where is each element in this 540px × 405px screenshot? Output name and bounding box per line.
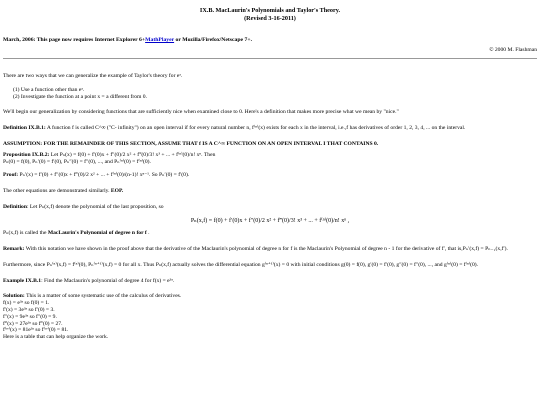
solution-label: Solution: xyxy=(3,293,25,300)
page-title: IX.B. MacLaurin's Polynomials and Taylor's Theory. xyxy=(199,7,341,14)
proposition-text: Let Pₙ(x) = f(0) + f′(0)x + f″(0)/2 x² + f‴(0)/3! x³ + ... + f⁽ⁿ⁾(0)/n! xⁿ. Then xyxy=(49,151,216,158)
definition-text: A function f is called C^∞ ("C- infinity") on an open interval if for every natural number n, f⁽ⁿ⁾(x) exists for each x in the interval, i.e.,f has derivatives of order 1, 2, 3, 4, ... on the interval. xyxy=(45,125,466,132)
called-prefix: Pₙ(x,f) is called the xyxy=(3,230,48,237)
definition-2 xyxy=(3,204,537,211)
definition2-label: Definition xyxy=(3,204,27,211)
proposition xyxy=(3,152,537,159)
mathplayer-link[interactable]: MathPlayer xyxy=(145,37,175,44)
list-item: (2) Investigate the function at a point x = a different from 0. xyxy=(13,93,147,100)
assumption: ASSUMPTION: FOR THE REMAINDER OF THIS SECTION, ASSUME THAT f IS A C^∞ FUNCTION ON AN OPEN INTERVAL I THAT CONTAINS 0. xyxy=(3,140,379,147)
proposition-label: Proposition IX.B.2: xyxy=(3,151,50,158)
browser-notice xyxy=(3,37,537,44)
remark-label: Remark: xyxy=(3,245,25,252)
remark xyxy=(3,246,537,253)
copyright: © 2000 M. Flashman xyxy=(489,47,537,54)
eop-label: EOP. xyxy=(110,188,124,195)
furthermore-text: Furthermore, since Pₙ⁽ⁿ⁾(x,f) = f⁽ⁿ⁾(0), Pₙ⁽ⁿ⁺¹⁾(x,f) = 0 for all x. Thus Pₙ(x,f) actually solves the differential equation g⁽ⁿ⁺¹⁾(x) = 0 with initial conditions g(0) = f(0), g′(0) = f′(0), g″(0) = f″(0), ..., and g⁽ⁿ⁾(0) = f⁽ⁿ⁾(0). xyxy=(3,261,479,268)
definition-label: Definition IX.B.1: xyxy=(3,125,46,132)
called-suffix: . xyxy=(146,230,150,237)
derivative-step: f(x) = e³ˣ so f(0) = 1. xyxy=(3,300,50,307)
begin-text: We'll begin our generalization by considering functions that are sufficiently nice when examined close to 0. Here's a definition that makes more precise what we mean by "nice." xyxy=(3,109,399,116)
proof-text: Pₙ′(x) = f′(0) + f″(0)x + f‴(0)/2 x² + ... + f⁽ⁿ⁾(0)/(n-1)! xⁿ⁻¹. So Pₙ′(0) = f′(0). xyxy=(18,172,190,179)
derivative-step: f″(x) = 9e³ˣ so f″(0) = 9. xyxy=(3,313,57,320)
intro-text: There are two ways that we can generalize the example of Taylor's theory for eˣ. xyxy=(3,72,183,79)
proof-label: Proof: xyxy=(3,172,19,179)
page-header xyxy=(3,0,537,23)
other-text: The other equations are demonstrated similarly. xyxy=(3,188,111,195)
revision-date: (Revised 3-16-2011) xyxy=(244,15,296,23)
notice-suffix: or Mozilla/Firefox/Netscape 7+. xyxy=(174,37,252,44)
remark-text: With this notation we have shown in the proof above that the derivative of the Maclaurin's polynomial of degree n for f is the Maclaurin's Polynomial of degree n - 1 for the derivative of f′, that is,Pₙ′(x,f) = Pₙ₋₁(x,f′). xyxy=(24,245,508,252)
definition-1 xyxy=(3,125,537,132)
maclaurin-equation: Pₙ(x,f) = f(0) + f′(0)x + f″(0)/2 x² + f‴(0)/3! x³ + ... + f⁽ⁿ⁾(0)/n! xⁿ , xyxy=(190,217,350,224)
solution-text: This is a matter of some systematic use of the calculus of derivatives. xyxy=(24,293,182,300)
notice-prefix: March, 2006: This page now requires Internet Explorer 6+ xyxy=(3,37,146,44)
derivative-step: f⁽ᶦᵛ⁾(x) = 81e³ˣ so f⁽ᶦᵛ⁾(0) = 81. xyxy=(3,327,69,334)
called-bold: MacLaurin's Polynomial of degree n for f xyxy=(47,230,147,237)
list-item: (1) Use a function other than eˣ. xyxy=(13,86,85,93)
example-label: Example IX.B.1 xyxy=(3,277,42,284)
solution xyxy=(3,293,537,300)
called-text xyxy=(3,230,537,237)
derivative-step: f′(x) = 3e³ˣ so f′(0) = 3. xyxy=(3,307,55,314)
proposition-line2: Pₙ(0) = f(0), Pₙ′(0) = f′(0), Pₙ″(0) = f″(0), ..., and Pₙ⁽ⁿ⁾(0) = f⁽ⁿ⁾(0). xyxy=(3,158,151,165)
definition2-text: : Let Pₙ(x,f) denote the polynomial of the last proposition, so xyxy=(26,204,164,211)
proof xyxy=(3,172,537,179)
example-text: : Find the Maclaurin's polynomial of degree 4 for f(x) = e³ˣ. xyxy=(41,277,175,284)
other-equations xyxy=(3,188,537,195)
derivative-step: f‴(x) = 27e³ˣ so f‴(0) = 27. xyxy=(3,320,63,327)
table-intro: Here is a table that can help organize the work. xyxy=(3,334,109,341)
example xyxy=(3,278,537,285)
